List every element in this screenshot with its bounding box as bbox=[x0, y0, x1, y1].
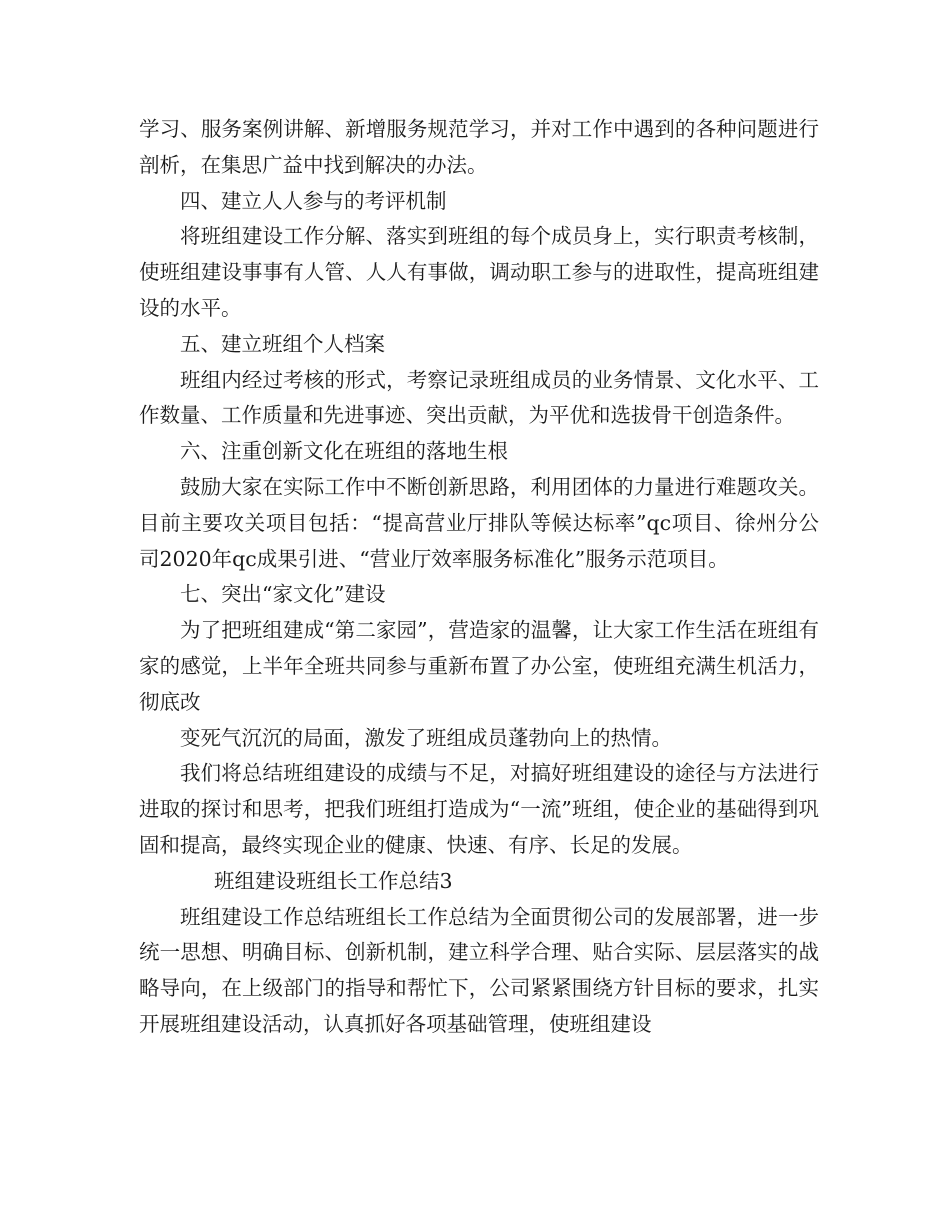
section-heading-5: 五、建立班组个人档案 bbox=[180, 331, 385, 356]
section-heading-7: 七、突出“家文化”建设 bbox=[180, 582, 386, 607]
paragraph-conclusion: 我们将总结班组建设的成绩与不足，对搞好班组建设的途径与方法进行进取的探讨和思考，把我们班组打造成为“一流”班组，使企业的基础得到巩固和提高，最终实现企业的健康、快速、有序、长足的发展。 bbox=[139, 761, 819, 857]
paragraph-intro-continuation: 学习、服务案例讲解、新增服务规范学习，并对工作中遇到的各种问题进行剖析，在集思广益中找到解决的办法。 bbox=[139, 117, 819, 177]
paragraph-section-5: 班组内经过考核的形式，考察记录班组成员的业务情景、文化水平、工作数量、工作质量和先进事迹、突出贡献，为平优和选拔骨干创造条件。 bbox=[139, 367, 819, 428]
paragraph-section-7: 为了把班组建成“第二家园”，营造家的温馨，让大家工作生活在班组有家的感觉，上半年全班共同参与重新布置了办公室，使班组充满生机活力，彻底改 bbox=[139, 618, 819, 714]
paragraph-section-4: 将班组建设工作分解、落实到班组的每个成员身上，实行职责考核制，使班组建设事事有人管、人人有事做，调动职工参与的进取性，提高班组建设的水平。 bbox=[139, 224, 819, 320]
section-heading-4: 四、建立人人参与的考评机制 bbox=[180, 188, 447, 213]
paragraph-section-6: 鼓励大家在实际工作中不断创新思路，利用团体的力量进行难题攻关。目前主要攻关项目包括：“提高营业厅排队等候达标率”qc项目、徐州分公司2020年qc成果引进、“营业厅效率服务标准化”服务示范项目。 bbox=[139, 474, 819, 571]
document-subtitle: 班组建设班组长工作总结3 bbox=[214, 868, 453, 893]
paragraph-section-7-continued: 变死气沉沉的局面，激发了班组成员蓬勃向上的热情。 bbox=[180, 725, 672, 750]
paragraph-summary-3: 班组建设工作总结班组长工作总结为全面贯彻公司的发展部署，进一步统一思想、明确目标、创新机制，建立科学合理、贴合实际、层层落实的战略导向，在上级部门的指导和帮忙下，公司紧紧围绕方针目标的要求，扎实开展班组建设活动，认真抓好各项基础管理，使班组建设 bbox=[139, 904, 819, 1036]
section-heading-6: 六、注重创新文化在班组的落地生根 bbox=[180, 439, 508, 464]
document-body bbox=[139, 112, 819, 1043]
